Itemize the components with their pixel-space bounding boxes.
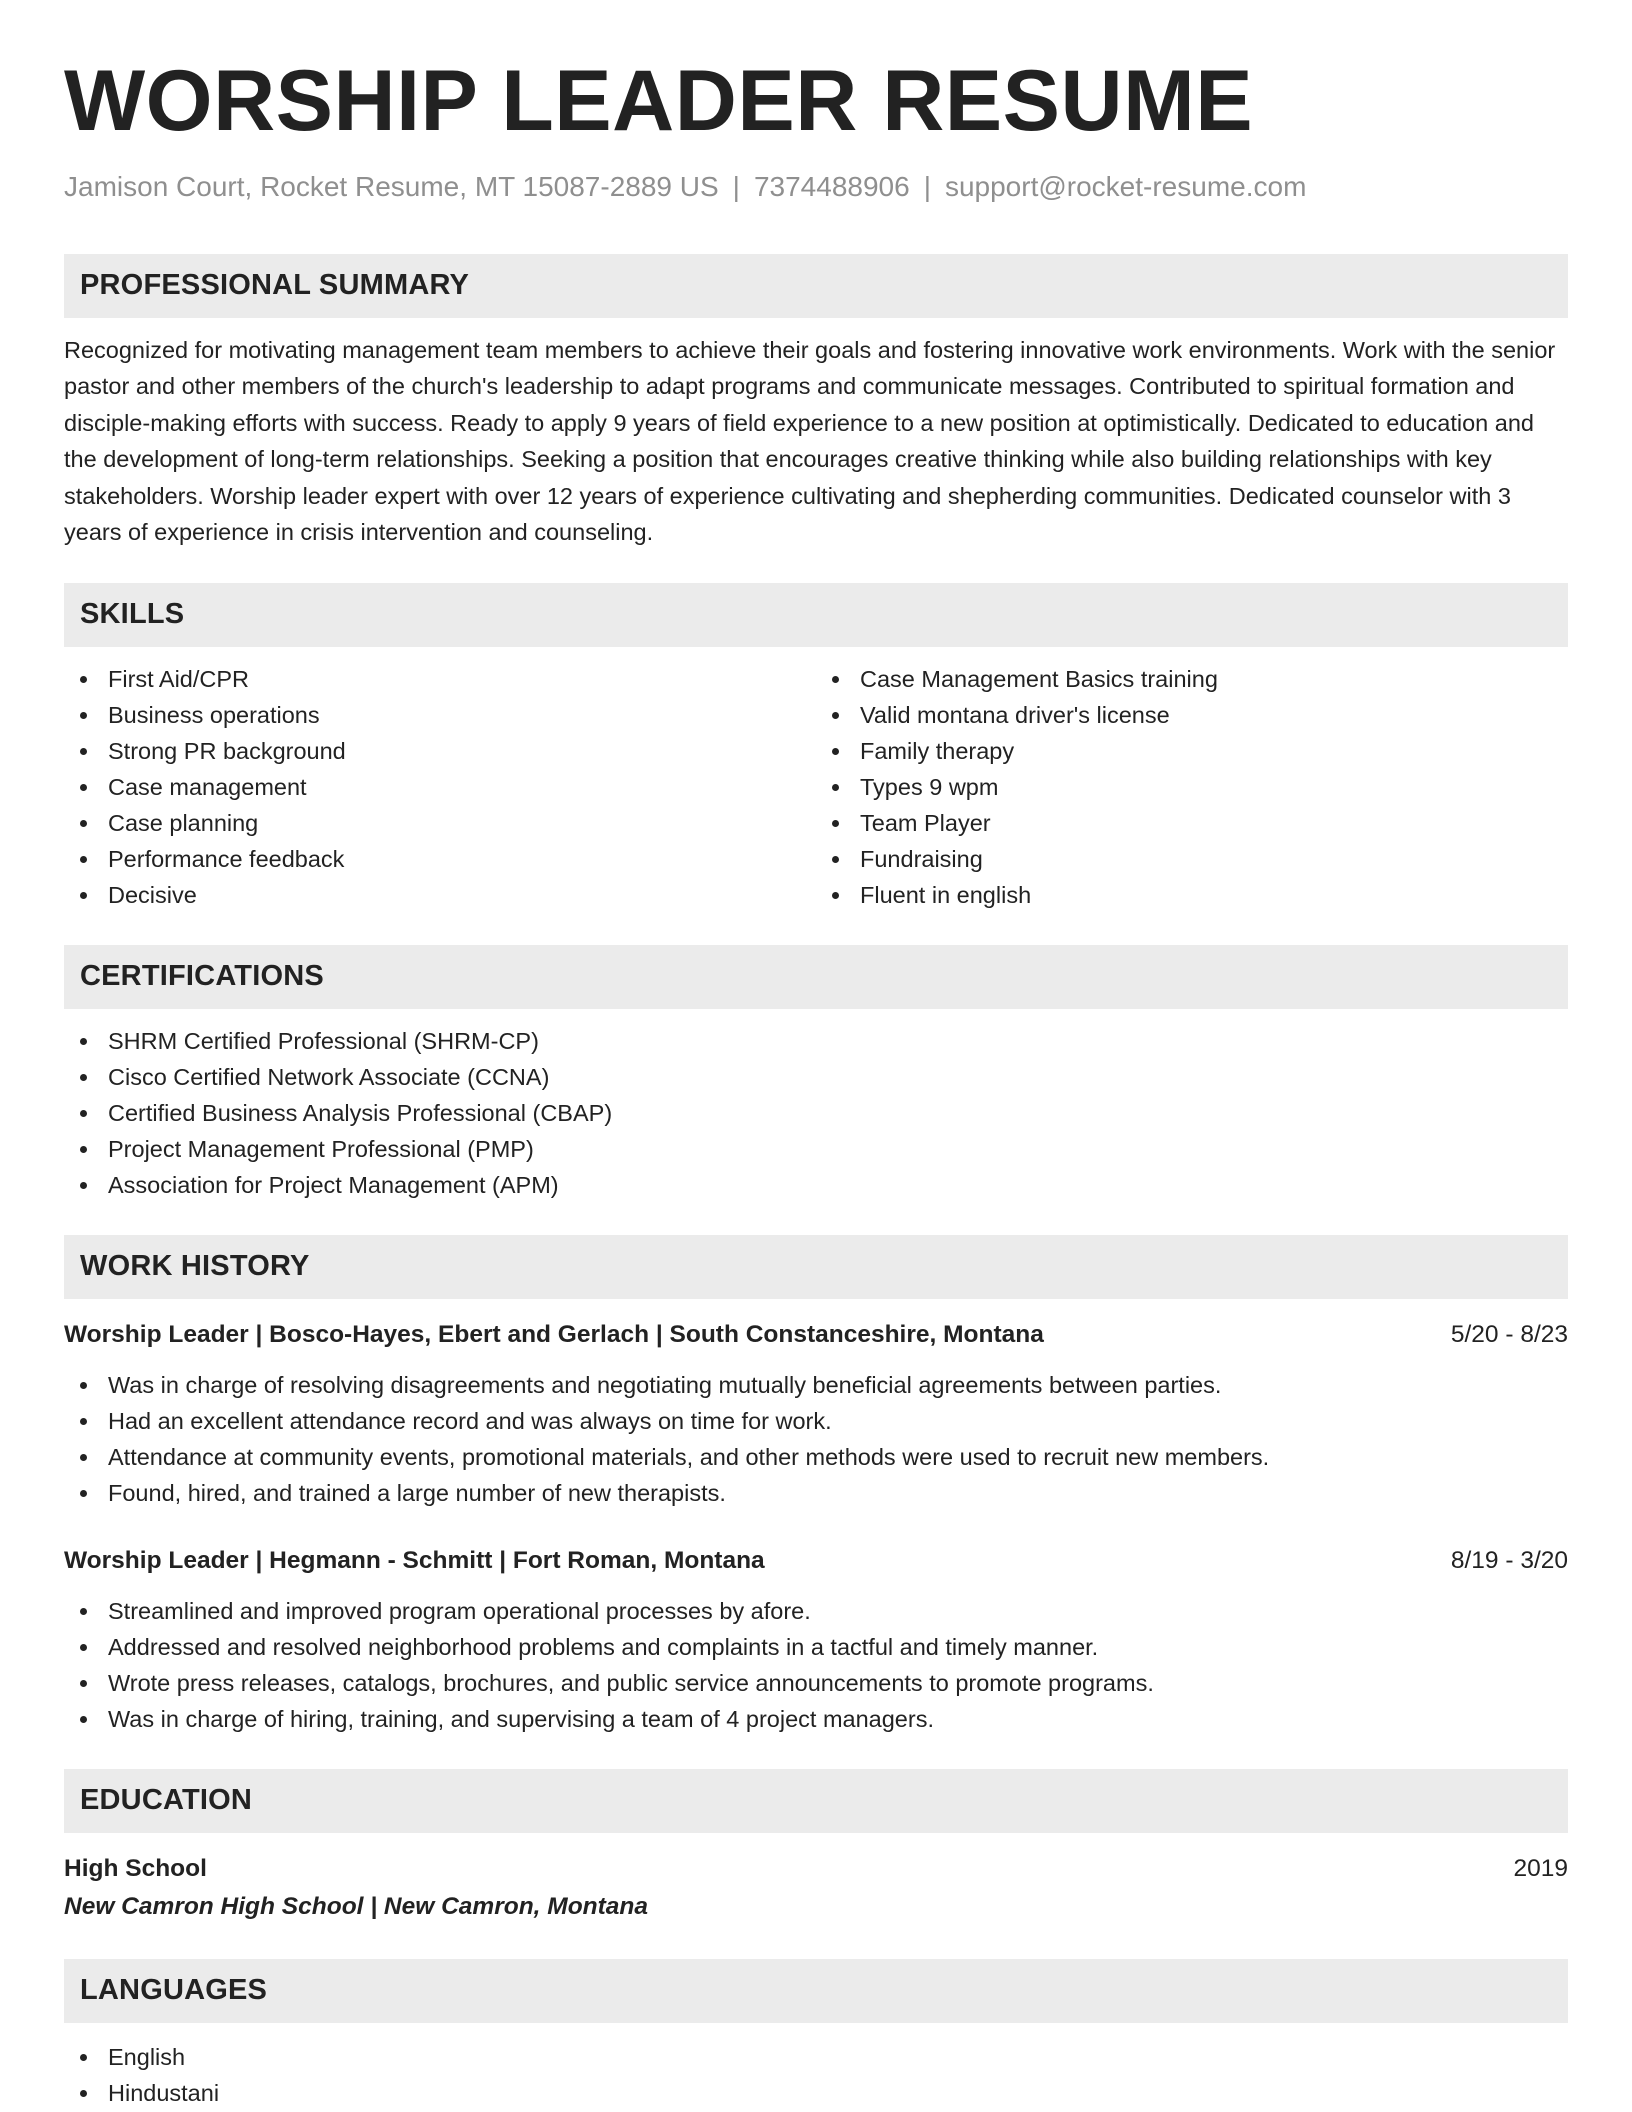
job-header <box>64 1545 1568 1577</box>
job-duty-item: Was in charge of resolving disagreements and negotiating mutually beneficial agreements between parties. <box>64 1367 1568 1403</box>
job-entry <box>64 1319 1568 1511</box>
skills-column-right <box>816 661 1568 913</box>
job-title: Worship Leader | Bosco-Hayes, Ebert and Gerlach | South Constanceshire, Montana <box>64 1320 1044 1348</box>
job-header <box>64 1319 1568 1351</box>
skills-grid <box>64 661 1568 913</box>
skill-item: Valid montana driver's license <box>816 697 1568 733</box>
certification-item: Project Management Professional (PMP) <box>64 1131 1568 1167</box>
skill-item: First Aid/CPR <box>64 661 816 697</box>
job-duty-item: Was in charge of hiring, training, and supervising a team of 4 project managers. <box>64 1701 1568 1737</box>
job-duty-item: Attendance at community events, promotional materials, and other methods were used to recruit new members. <box>64 1439 1568 1475</box>
section-heading-work-history: WORK HISTORY <box>64 1235 1568 1299</box>
education-entry <box>64 1853 1568 1923</box>
job-duties <box>64 1593 1568 1737</box>
certification-item: Certified Business Analysis Professional (CBAP) <box>64 1095 1568 1131</box>
section-heading-certifications: CERTIFICATIONS <box>64 945 1568 1009</box>
skill-item: Case planning <box>64 805 816 841</box>
job-duty-item: Found, hired, and trained a large number of new therapists. <box>64 1475 1568 1511</box>
certification-item: Cisco Certified Network Associate (CCNA) <box>64 1059 1568 1095</box>
job-entry <box>64 1545 1568 1737</box>
certification-item: SHRM Certified Professional (SHRM-CP) <box>64 1023 1568 1059</box>
skills-column-left <box>64 661 816 913</box>
skill-item: Business operations <box>64 697 816 733</box>
skill-item: Fundraising <box>816 841 1568 877</box>
section-heading-skills: SKILLS <box>64 583 1568 647</box>
contact-separator: | <box>923 171 931 202</box>
skill-item: Types 9 wpm <box>816 769 1568 805</box>
skill-item: Team Player <box>816 805 1568 841</box>
section-heading-summary: PROFESSIONAL SUMMARY <box>64 254 1568 318</box>
job-dates: 8/19 - 3/20 <box>1450 1546 1568 1574</box>
resume-title: WORSHIP LEADER RESUME <box>64 53 1254 149</box>
summary-text: Recognized for motivating management team members to achieve their goals and fostering innovative work environments. Work with the senior pastor and other members of the church's leadership to adapt programs and communicate messages. Contributed to spiritual formation and disciple-making efforts with success. Ready to apply 9 years of field experience to a new position at optimistically. Dedicated to education and the development of long-term relationships. Seeking a position that encourages creative thinking while also building relationships with key stakeholders. Worship leader expert with over 12 years of experience cultivating and shepherding communities. Dedicated counselor with 3 years of experience in crisis intervention and counseling. <box>64 336 1556 546</box>
skill-item: Fluent in english <box>816 877 1568 913</box>
language-item: English <box>64 2039 1568 2075</box>
skill-item: Case management <box>64 769 816 805</box>
contact-phone: 7374488906 <box>753 171 910 202</box>
job-duties <box>64 1367 1568 1511</box>
job-dates: 5/20 - 8/23 <box>1450 1320 1568 1348</box>
job-duty-item: Streamlined and improved program operational processes by afore. <box>64 1593 1568 1629</box>
skill-item: Decisive <box>64 877 816 913</box>
job-title: Worship Leader | Hegmann - Schmitt | Fort Roman, Montana <box>64 1546 765 1574</box>
language-list <box>64 2039 1568 2111</box>
skill-item: Family therapy <box>816 733 1568 769</box>
skill-item: Strong PR background <box>64 733 816 769</box>
job-duty-item: Addressed and resolved neighborhood problems and complaints in a tactful and timely manner. <box>64 1629 1568 1665</box>
skill-item: Case Management Basics training <box>816 661 1568 697</box>
education-header <box>64 1853 1568 1885</box>
skill-item: Performance feedback <box>64 841 816 877</box>
job-duty-item: Wrote press releases, catalogs, brochures, and public service announcements to promote programs. <box>64 1665 1568 1701</box>
contact-line <box>64 170 1568 204</box>
certification-item: Association for Project Management (APM) <box>64 1167 1568 1203</box>
language-item: Hindustani <box>64 2075 1568 2111</box>
education-school: New Camron High School | New Camron, Montana <box>64 1892 649 1920</box>
education-year: 2019 <box>1513 1854 1568 1882</box>
section-heading-languages: LANGUAGES <box>64 1959 1568 2023</box>
job-duty-item: Had an excellent attendance record and was always on time for work. <box>64 1403 1568 1439</box>
certification-list <box>64 1023 1568 1203</box>
education-degree: High School <box>64 1854 207 1882</box>
section-heading-education: EDUCATION <box>64 1769 1568 1833</box>
contact-address: Jamison Court, Rocket Resume, MT 15087-2889 US <box>64 171 719 202</box>
contact-separator: | <box>732 171 740 202</box>
contact-email: support@rocket-resume.com <box>944 171 1307 202</box>
